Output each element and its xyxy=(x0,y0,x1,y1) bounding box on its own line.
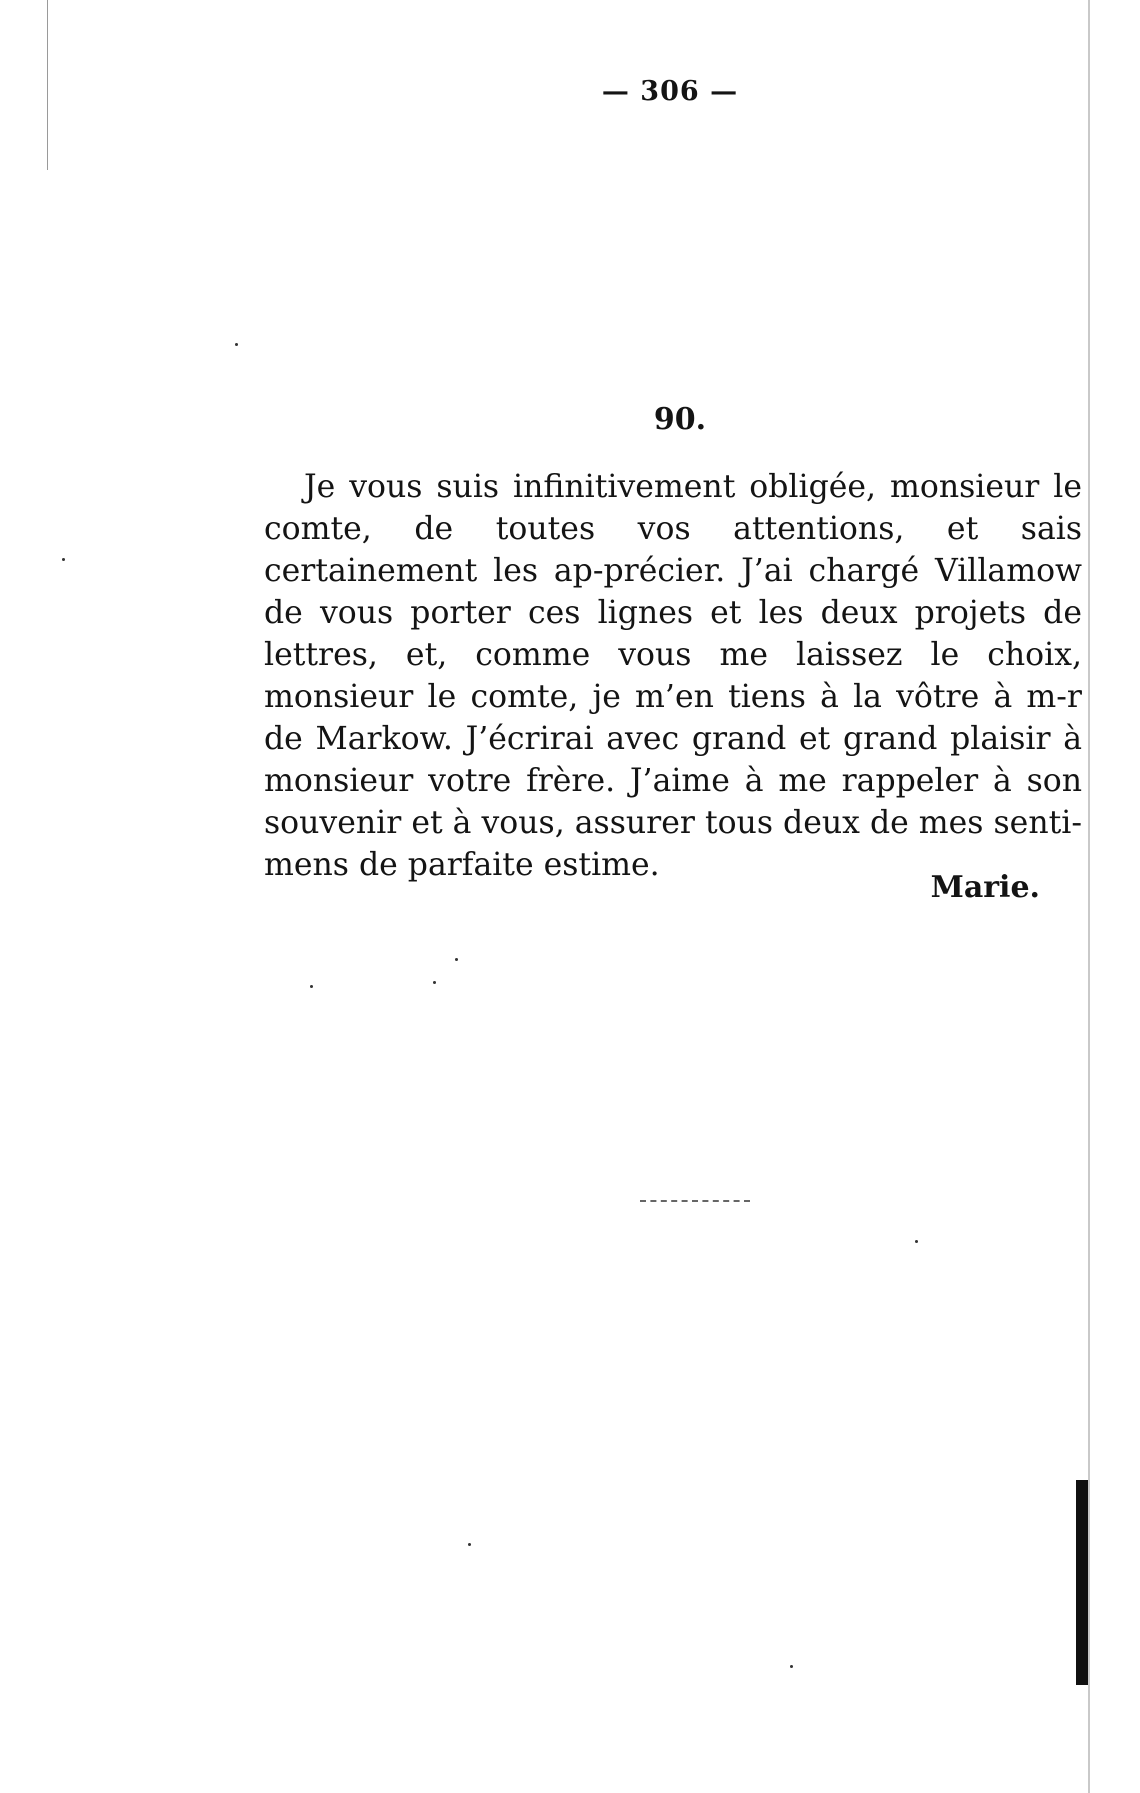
scan-speck xyxy=(468,1543,471,1546)
scan-speck xyxy=(455,958,458,961)
left-scan-edge xyxy=(47,0,48,170)
scan-speck xyxy=(235,343,238,346)
right-scan-edge xyxy=(1088,0,1090,1793)
scan-speck xyxy=(915,1240,918,1243)
binding-shadow xyxy=(1076,1480,1088,1685)
letter-number: 90. xyxy=(653,402,707,437)
scan-speck xyxy=(790,1665,793,1668)
scan-speck xyxy=(62,558,65,561)
letter-paragraph: Je vous suis infinitivement obligée, monsieur le comte, de toutes vos attentions, et sais certainement les ap-précier. J’ai chargé Villamow de vous porter ces lignes et les deux projets de lettres, et, comme vous me laissez le choix, monsieur le comte, je m’en tiens à la vôtre à m-r de Markow. J’écrirai avec grand et grand plaisir à monsieur votre frère. J’aime à me rappeler à son souvenir et à vous, assurer tous deux de mes senti-mens de parfaite estime. xyxy=(264,469,1082,883)
page-number: — 306 — xyxy=(601,76,739,107)
scan-dashes xyxy=(640,1200,750,1204)
scan-speck xyxy=(310,985,313,988)
scan-speck xyxy=(433,981,436,984)
letter-body xyxy=(264,466,1082,886)
signature: Marie. xyxy=(930,870,1040,905)
